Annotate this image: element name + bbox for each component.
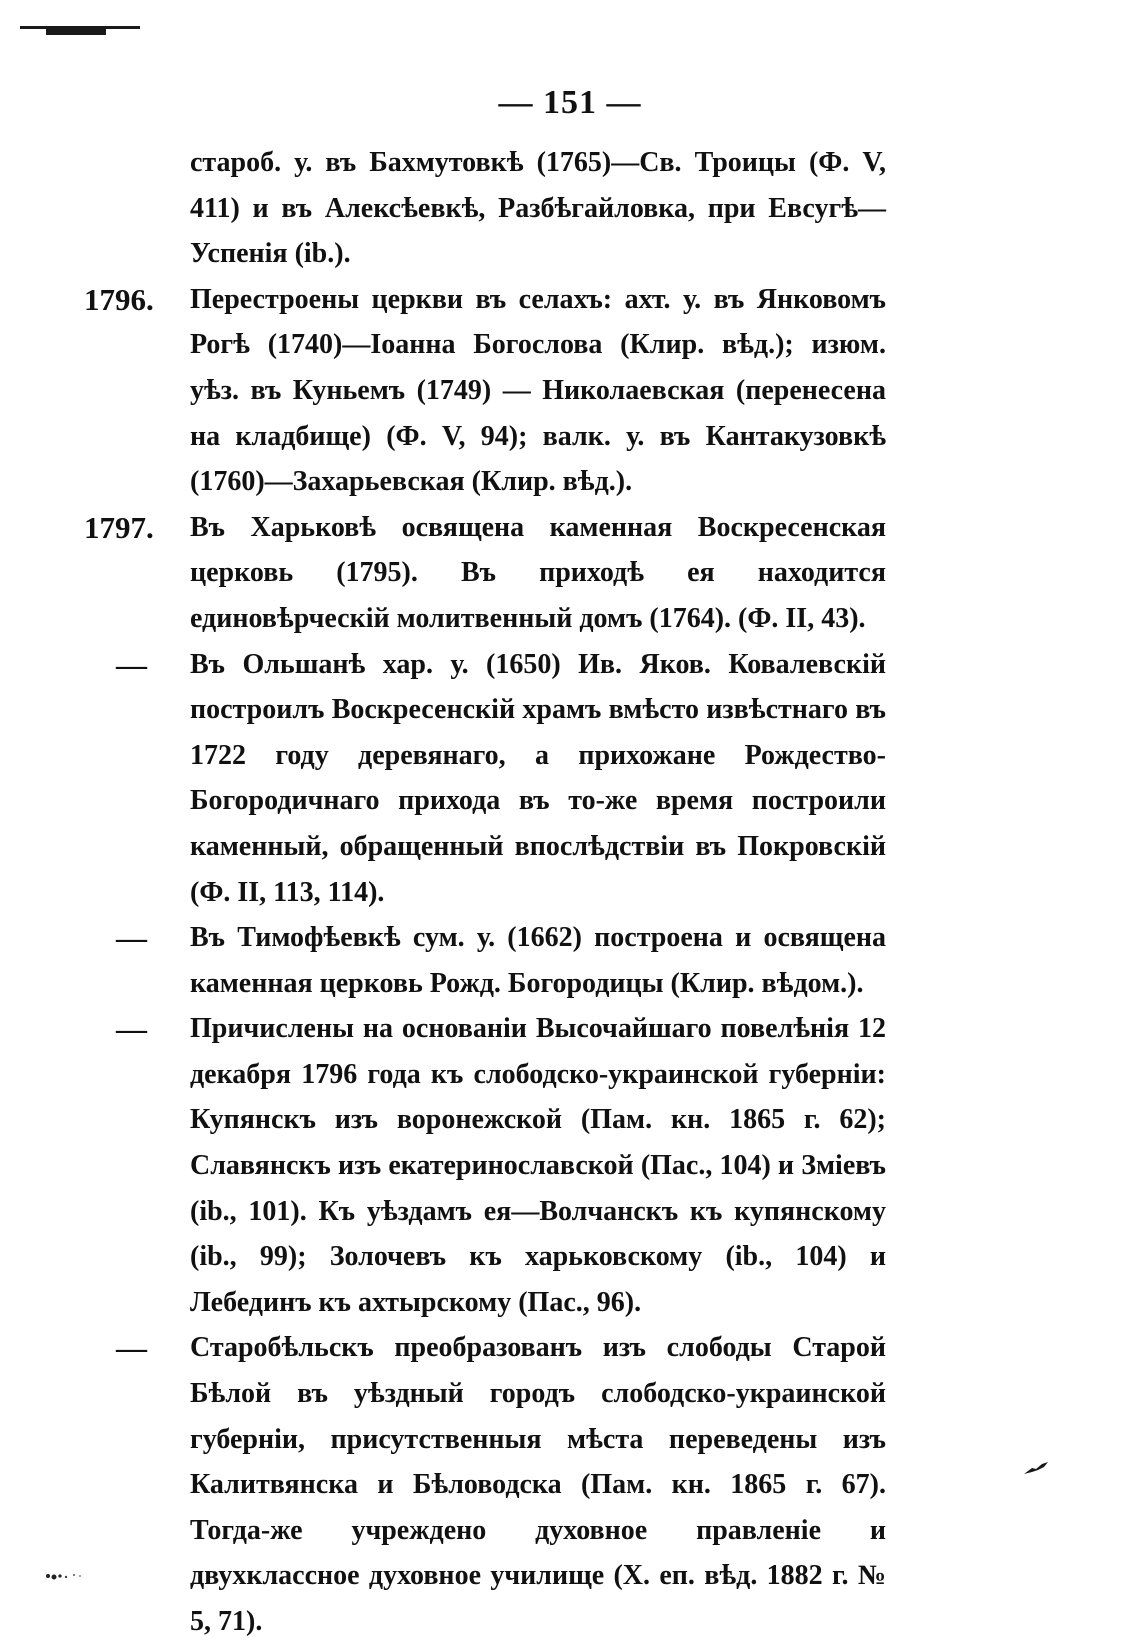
entry-dash-label: —: [116, 920, 147, 956]
entry-dash-label: —: [116, 646, 147, 682]
entry-text: Причислены на основаніи Высочайшаго повелѣнія 12 декабря 1796 года къ слободско-украинской губерніи: Купянскъ изъ воронежской (Пам. кн. 1865 г. 62); Славянскъ изъ екатеринославской (Пас., 104) и Зміевъ (ib., 101). Къ уѣздамъ ея—Волчанскъ къ купянскому (ib., 99); Золочевъ къ харьковскому (ib., 104) и Лебединъ къ ахтырскому (Пас., 96).: [190, 1013, 886, 1318]
entry-dash-label: —: [116, 1011, 147, 1047]
entry-annexation: [0, 1006, 1140, 1325]
entry-text: Старобѣльскъ преобразованъ изъ слободы Старой Бѣлой въ уѣздный городъ слободско-украинской губерніи, присутственныя мѣста переведены изъ Калитвянска и Бѣловодска (Пам. кн. 1865 г. 67). Тогда-же учреждено духовное правленіе и двухклассное духовное училище (Х. еп. вѣд. 1882 г. № 5, 71).: [190, 1332, 886, 1637]
print-mark-top: [6, 26, 138, 34]
entry-text: староб. у. въ Бахмутовкѣ (1765)—Св. Троицы (Ф. V, 411) и въ Алексѣевкѣ, Разбѣгайловка, при Евсугѣ—Успенія (ib.).: [190, 147, 886, 270]
entry-timofeevka: [0, 915, 1140, 1006]
page-number: — 151 —: [498, 84, 642, 121]
entry-dash-label: —: [116, 1330, 147, 1366]
ink-smudge-mark: [1022, 1460, 1050, 1476]
page-body: [0, 140, 1140, 1645]
entry-starobelsk: [0, 1325, 1140, 1644]
entry-year-label: 1796.: [84, 281, 154, 317]
entry-continuation: [0, 140, 1140, 277]
entry-year-label: 1797.: [84, 509, 154, 545]
entry-1796: [0, 277, 1140, 505]
entry-text: Перестроены церкви въ селахъ: ахт. у. въ Янковомъ Рогѣ (1740)—Іоанна Богослова (Клир. вѣд.); изюм. уѣз. въ Куньемъ (1749) — Николаевская (перенесена на кладбище) (Ф. V, 94); валк. у. въ Кантакузовкѣ (1760)—Захарьевская (Клир. вѣд.).: [190, 283, 886, 498]
entry-text: Въ Тимофѣевкѣ сум. у. (1662) построена и освящена каменная церковь Рожд. Богородицы (Клир. вѣдом.).: [190, 922, 886, 999]
entry-olshana: [0, 642, 1140, 916]
print-mark-blot: [46, 29, 106, 35]
entry-text: Въ Ольшанѣ хар. у. (1650) Ив. Яков. Ковалевскій построилъ Воскресенскій храмъ вмѣсто извѣстнаго въ 1722 году деревянаго, а прихожане Рождество-Богородичнаго прихода въ то-же время построили каменный, обращенный впослѣдствіи въ Покровскій (Ф. II, 113, 114).: [190, 648, 886, 908]
ink-speckle-mark: [44, 1568, 84, 1582]
entry-1797: [0, 505, 1140, 642]
entry-text: Въ Харьковѣ освящена каменная Воскресенская церковь (1795). Въ приходѣ ея находится единовѣрческій молитвенный домъ (1764). (Ф. II, 43).: [190, 511, 886, 634]
